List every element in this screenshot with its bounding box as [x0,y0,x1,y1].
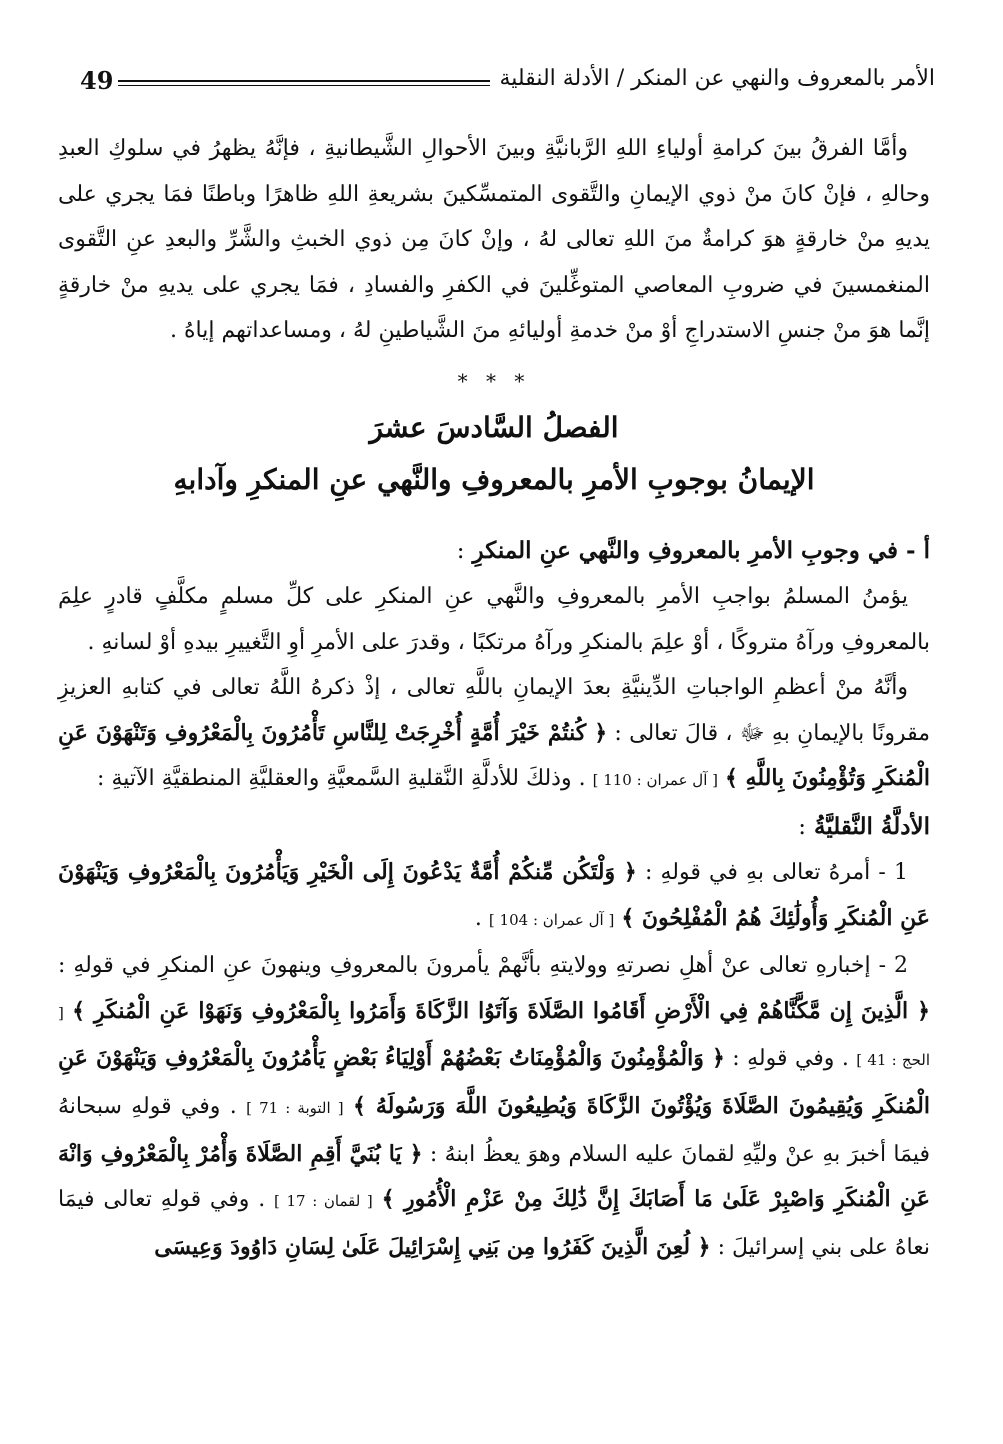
paragraph-text: . وفي قولهِ : [732,1046,849,1072]
paragraph-text: وأنَّهُ منْ أعظمِ الواجباتِ الدِّينيَّةِ بعدَ الإيمانِ باللَّهِ تعالى ، إذْ ذكرهُ اللَّهُ تعالى في كتابهِ العزيزِ مقرونًا بالإيمانِ بهِ ﷻ ، قالَ تعالى : [58,675,930,746]
verse-citation: [ آل عمران : 110 ] [592,771,718,790]
header-rule [118,80,490,86]
quran-verse: ﴿ لُعِنَ الَّذِينَ كَفَرُوا مِن بَنِي إِسْرَائِيلَ عَلَىٰ لِسَانِ دَاوُودَ وَعِيسَى [154,1233,711,1260]
quran-verse: ﴿ كُنتُمْ خَيْرَ أُمَّةٍ أُخْرِجَتْ لِلنَّاسِ تَأْمُرُونَ بِالْمَعْرُوفِ وَتَنْهَوْنَ عَنِ الْمُنكَرِ وَتُؤْمِنُونَ بِاللَّهِ ﴾ [58,719,930,792]
textual-evidence-heading [58,804,930,850]
paragraph-greatest-duty [58,665,930,804]
textual-evidence-colon: : [798,813,807,840]
textual-evidence-label: الأدلَّةُ النَّقليَّةُ [814,812,930,840]
paragraph-text: . وفي قولهِ تعالى فيمَا نعاهُ على بني إسرائيلَ : [58,1187,930,1260]
verse-citation: [ لقمان : 17 ] [274,1192,373,1211]
chapter-title: الفصلُ السَّادسَ عشرَ [369,410,619,444]
intro-paragraph: وأمَّا الفرقُ بينَ كرامةِ أولياءِ اللهِ الرَّبانيَّةِ وبينَ الأحوالِ الشَّيطانيةِ ، فإنَّهُ يظهرُ في سلوكِ العبدِ وحالهِ ، فإنْ كانَ منْ ذوي الإيمانِ والتَّقوى المتمسِّكينَ بشريعةِ اللهِ ظاهرًا وباطنًا فمَا يجري على يديهِ منْ خارقةٍ هوَ كرامةٌ منَ اللهِ تعالى لهُ ، وإنْ كانَ مِن ذوي الخبثِ والشَّرِّ والبعدِ عنِ التَّقوى المنغمسينَ في ضروبِ المعاصي المتوغِّلينَ في الكفرِ والفسادِ ، فمَا يجري على يديهِ منْ خارقةٍ إنَّما هوَ منْ جنسِ الاستدراجِ أوْ منْ خدمةِ أوليائهِ منَ الشَّياطينِ لهُ ، ومساعداتهم إياهُ . [58,136,930,344]
page-content [58,126,930,1270]
quran-verse: ﴿ الَّذِينَ إِن مَّكَّنَّاهُمْ فِي الْأَرْضِ أَقَامُوا الصَّلَاةَ وَآتَوُا الزَّكَاةَ وَأَمَرُوا بِالْمَعْرُوفِ وَنَهَوْا عَنِ الْمُنكَرِ ﴾ [72,997,930,1024]
subsection-a-label: أ - في وجوبِ الأمرِ بالمعروفِ والنَّهي عنِ المنكرِ [472,536,930,564]
verse-citation: [ الحج : 41 ] [58,1003,930,1070]
paragraph-text: 2 - إخبارهِ تعالى عنْ أهلِ نصرتهِ وولايتهِ بأنَّهمْ يأمرونَ بالمعروفِ وينهونَ عنِ المنكرِ في قولهِ : [58,953,908,979]
paragraph-text: . وفي قولهِ سبحانهُ فيمَا أخبرَ بهِ عنْ وليِّهِ لقمانَ عليه السلام وهوَ يعظُ ابنهُ : [58,1093,930,1167]
subsection-a-heading [58,528,930,574]
section-separator: * * * [457,368,531,393]
page-header [80,62,935,102]
subsection-a-colon: : [456,537,465,564]
verse-citation: [ التوبة : 71 ] [246,1098,344,1117]
paragraph-text: . [474,905,482,931]
evidence-item-2 [58,943,930,1270]
paragraph-text: 1 - أمرهُ تعالى بهِ في قولهِ : [644,859,908,885]
verse-citation: [ آل عمران : 104 ] [488,910,615,929]
evidence-item-1 [58,850,930,943]
paragraph-text: . وذلكَ للأدلَّةِ النَّقليةِ السَّمعيَّةِ والعقليَّةِ المنطقيَّةِ الآتيةِ : [97,766,586,792]
page-number: 49 [80,66,114,95]
quran-verse: ﴿ يَا بُنَيَّ أَقِمِ الصَّلَاةَ وَأْمُرْ بِالْمَعْرُوفِ وَانْهَ عَنِ الْمُنكَرِ وَاصْبِرْ عَلَىٰ مَا أَصَابَكَ إِنَّ ذَٰلِكَ مِنْ عَزْمِ الْأُمُورِ ﴾ [58,1140,930,1213]
paragraph-obligation: يؤمنُ المسلمُ بواجبِ الأمرِ بالمعروفِ والنَّهي عنِ المنكرِ على كلِّ مسلمٍ مكلَّفٍ قادرٍ علِمَ بالمعروفِ ورآهُ متروكًا ، أوْ علِمَ بالمنكرِ ورآهُ مرتكبًا ، وقدرَ على الأمرِ أوِ التَّغييرِ بيدهِ أوْ لسانهِ . [58,583,930,655]
section-title: الإيمانُ بوجوبِ الأمرِ بالمعروفِ والنَّهي عنِ المنكرِ وآدابهِ [173,462,815,496]
quran-verse: ﴿ وَالْمُؤْمِنُونَ وَالْمُؤْمِنَاتُ بَعْضُهُمْ أَوْلِيَاءُ بَعْضٍ يَأْمُرُونَ بِالْمَعْرُوفِ وَيَنْهَوْنَ عَنِ الْمُنكَرِ وَيُقِيمُونَ الصَّلَاةَ وَيُؤْتُونَ الزَّكَاةَ وَيُطِيعُونَ اللَّهَ وَرَسُولَهُ ﴾ [58,1045,930,1119]
quran-verse: ﴿ وَلْتَكُن مِّنكُمْ أُمَّةٌ يَدْعُونَ إِلَى الْخَيْرِ وَيَأْمُرُونَ بِالْمَعْرُوفِ وَيَنْهَوْنَ عَنِ الْمُنكَرِ وَأُولَٰئِكَ هُمُ الْمُفْلِحُونَ ﴾ [58,858,930,931]
running-title: الأمر بالمعروف والنهي عن المنكر / الأدلة النقلية [499,66,935,91]
